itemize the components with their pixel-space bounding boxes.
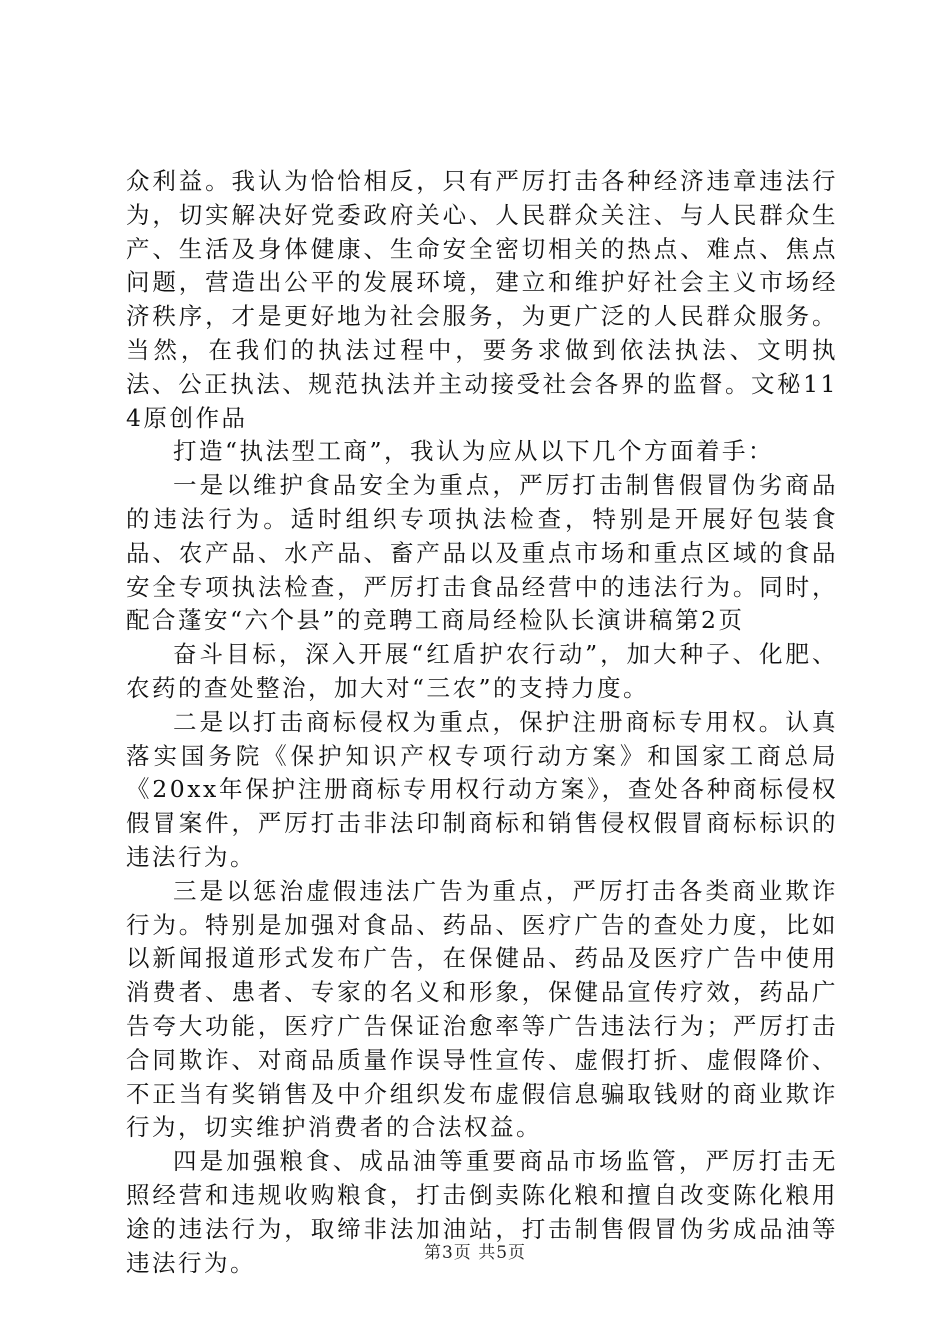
paragraph-3: 一是以维护食品安全为重点，严厉打击制售假冒伪劣商品的违法行为。适时组织专项执法检查，特别是开展好包装食品、农产品、水产品、畜产品以及重点市场和重点区域的食品安全专项执法检查，严厉打击食品经营中的违法行为。同时，配合蓬安“六个县”的竞聘工商局经检队长演讲稿第2页 xyxy=(126,471,838,635)
paragraph-2: 打造“执法型工商”，我认为应从以下几个方面着手： xyxy=(173,437,775,466)
paragraph-5: 二是以打击商标侵权为重点，保护注册商标专用权。认真落实国务院《保护知识产权专项行动方案》和国家工商总局《20xx年保护注册商标专用权行动方案》，查处各种商标侵权假冒案件，严厉打击非法印制商标和销售侵权假冒商标标识的违法行为。 xyxy=(126,707,838,871)
page-footer: 第3页 共5页 xyxy=(423,1243,527,1263)
document-body xyxy=(126,165,838,1280)
paragraph-4: 奋斗目标，深入开展“红盾护农行动”，加大种子、化肥、农药的查处整治，加大对“三农”的支持力度。 xyxy=(126,640,838,702)
paragraph-6: 三是以惩治虚假违法广告为重点，严厉打击各类商业欺诈行为。特别是加强对食品、药品、医疗广告的查处力度，比如以新闻报道形式发布广告，在保健品、药品及医疗广告中使用消费者、患者、专家的名义和形象，保健品宣传疗效，药品广告夸大功能，医疗广告保证治愈率等广告违法行为；严厉打击合同欺诈、对商品质量作误导性宣传、虚假打折、虚假降价、不正当有奖销售及中介组织发布虚假信息骗取钱财的商业欺诈行为，切实维护消费者的合法权益。 xyxy=(126,876,838,1142)
paragraph-7: 四是加强粮食、成品油等重要商品市场监管，严厉打击无照经营和违规收购粮食，打击倒卖陈化粮和擅自改变陈化粮用途的违法行为，取缔非法加油站，打击制售假冒伪劣成品油等违法行为。 xyxy=(126,1147,838,1277)
paragraph-1: 众利益。我认为恰恰相反，只有严厉打击各种经济违章违法行为，切实解决好党委政府关心、人民群众关注、与人民群众生产、生活及身体健康、生命安全密切相关的热点、难点、焦点问题，营造出公平的发展环境，建立和维护好社会主义市场经济秩序，才是更好地为社会服务，为更广泛的人民群众服务。当然，在我们的执法过程中，要务求做到依法执法、文明执法、公正执法、规范执法并主动接受社会各界的监督。文秘114原创作品 xyxy=(126,167,838,432)
